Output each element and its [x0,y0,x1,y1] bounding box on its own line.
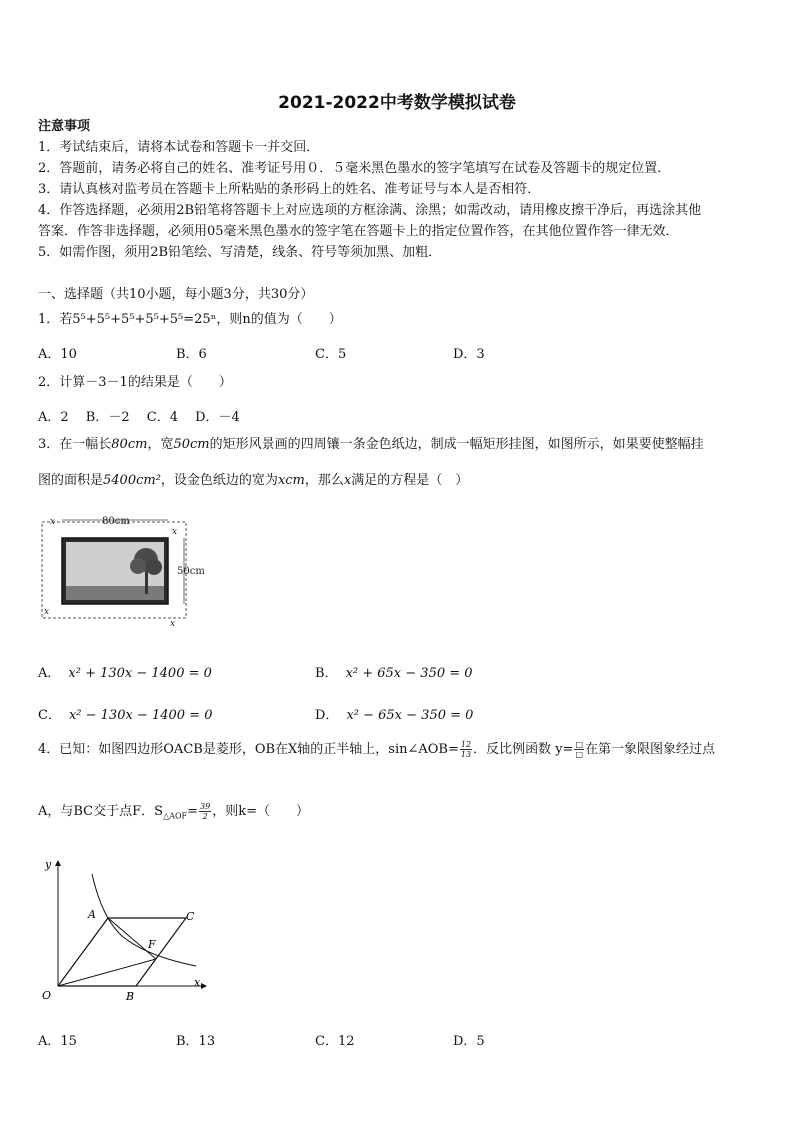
q3-option-d-expr: x² − 65x − 350 = 0 [346,708,474,723]
notice-item: 1．考试结束后，请将本试卷和答题卡一并交回． [38,140,320,155]
q3-length: 80cm [111,437,148,452]
q4-text: 在第一象限图象经过点 [585,742,716,757]
q3-area: 5400cm² [103,473,161,488]
q3-border-width: xcm [277,473,305,488]
q3-option-c-expr: x² − 130x − 1400 = 0 [68,708,213,723]
q3-variable: x [343,473,352,488]
q4-area-fraction [199,802,211,821]
q4-text: ．反比例函数 y= [473,742,574,757]
q4-point-c-label: C [186,910,195,923]
page-title: 2021-2022中考数学模拟试卷 [278,93,516,113]
notice-item: 2．答题前，请务必将自己的姓名、准考证号用０．５毫米黑色墨水的签字笔填写在试卷及答题卡的规定位置． [38,161,671,176]
q3-width: 50cm [173,437,210,452]
q3-frame-figure [36,510,216,630]
notice-item: 答案．作答非选择题，必须用05毫米黑色墨水的签字笔在答题卡上的指定位置作答，在其他位置作答一律无效． [38,224,679,239]
q3-text: 图的面积是 [38,473,104,488]
q3-text: ，设金色纸边的宽为 [160,473,278,488]
q3-figure-x-label: x [50,517,56,527]
q4-point-o-label: O [42,989,52,1002]
q3-option-c-letter: C． [38,708,61,723]
q4-text: = [187,804,199,819]
q4-option-b[interactable]: B．13 [176,1034,216,1049]
q3-figure-x-label: x [172,527,178,537]
notice-item: 4．作答选择题，必须用2B铅笔将答题卡上对应选项的方框涂满、涂黑；如需改动，请用橡皮擦干净后，再选涂其他 [38,203,702,218]
q3-text: ，宽 [147,437,174,452]
question-3-line-2 [38,472,468,490]
q4-text: A，与BC交于点F．S [38,804,164,819]
q1-option-b[interactable]: B．6 [176,347,207,362]
q3-option-b-letter: B． [315,666,338,681]
q4-text: 4．已知：如图四边形OACB是菱形，OB在X轴的正半轴上，sin∠AOB= [38,742,459,757]
notice-item: 5．如需作图，须用2B铅笔绘、写清楚，线条、符号等须加黑、加粗． [38,245,442,260]
q4-frac-numerator: 12 [460,740,472,749]
notice-heading: 注意事项 [38,119,91,134]
q3-option-a-expr: x² + 130x − 1400 = 0 [68,666,212,681]
q3-figure-x-label: x [44,607,50,617]
q4-subscript: △AOF [163,811,188,821]
q3-option-a-letter: A． [38,666,61,681]
q4-rhombus-figure [36,852,216,1012]
q3-text: 的矩形风景画的四周镶一条金色纸边，制成一幅矩形挂图，如图所示，如果要使整幅挂 [209,437,704,452]
q1-prefix: 1．若 [38,312,73,327]
q1-option-c[interactable]: C．5 [315,347,347,362]
question-4-line-2 [38,802,309,826]
q4-frac-numerator: 39 [200,802,211,811]
q4-option-a[interactable]: A．15 [38,1034,77,1049]
q3-option-d-letter: D． [315,708,339,723]
q1-option-a[interactable]: A．10 [38,347,77,362]
q4-k-fraction [574,740,584,759]
q3-option-b-expr: x² + 65x − 350 = 0 [345,666,473,681]
q1-option-d[interactable]: D．3 [453,347,485,362]
q4-frac-denominator: 2 [202,812,208,821]
question-4-line-1 [38,740,715,759]
q3-figure-right-label: 50cm [177,566,205,577]
q4-point-b-label: B [126,990,135,1003]
q3-option-b[interactable] [315,662,473,681]
question-1-stem [38,311,342,329]
q3-option-d[interactable] [315,704,473,723]
notice-item: 3．请认真核对监考员在答题卡上所粘贴的条形码上的姓名、准考证号与本人是否相符． [38,182,541,197]
q4-point-a-label: A [88,908,96,921]
question-2-stem: 2．计算－3－1的结果是（ ） [38,375,232,390]
q4-frac-denominator: 13 [460,750,472,759]
q4-point-f-label: F [148,938,156,951]
q4-option-c[interactable]: C．12 [315,1034,355,1049]
q4-axis-x-label: x [194,976,201,989]
q3-option-c[interactable] [38,704,212,723]
q4-text: ，则k=（ ） [212,804,309,819]
q4-frac-numerator: □ [575,740,583,749]
q3-text: 满足的方程是（ ） [351,473,469,488]
q4-frac-denominator: □ [575,750,583,759]
q4-option-d[interactable]: D．5 [453,1034,485,1049]
question-3-line-1 [38,436,704,454]
q3-text: 3．在一幅长 [38,437,112,452]
q4-sin-fraction [460,740,472,759]
section-heading: 一、选择题（共10小题，每小题3分，共30分） [38,287,314,302]
q2-options[interactable]: A．2 B．－2 C．4 D．－4 [38,410,240,425]
q3-figure-x-label: x [170,619,176,629]
q3-option-a[interactable] [38,662,212,681]
q1-expression: 5⁵+5⁵+5⁵+5⁵+5⁵=25ⁿ [72,312,217,327]
q3-text: ，那么 [304,473,344,488]
q4-axis-y-label: y [45,858,52,871]
q1-suffix: ，则n的值为（ ） [216,312,342,327]
q3-figure-top-label: 80cm [102,516,130,527]
